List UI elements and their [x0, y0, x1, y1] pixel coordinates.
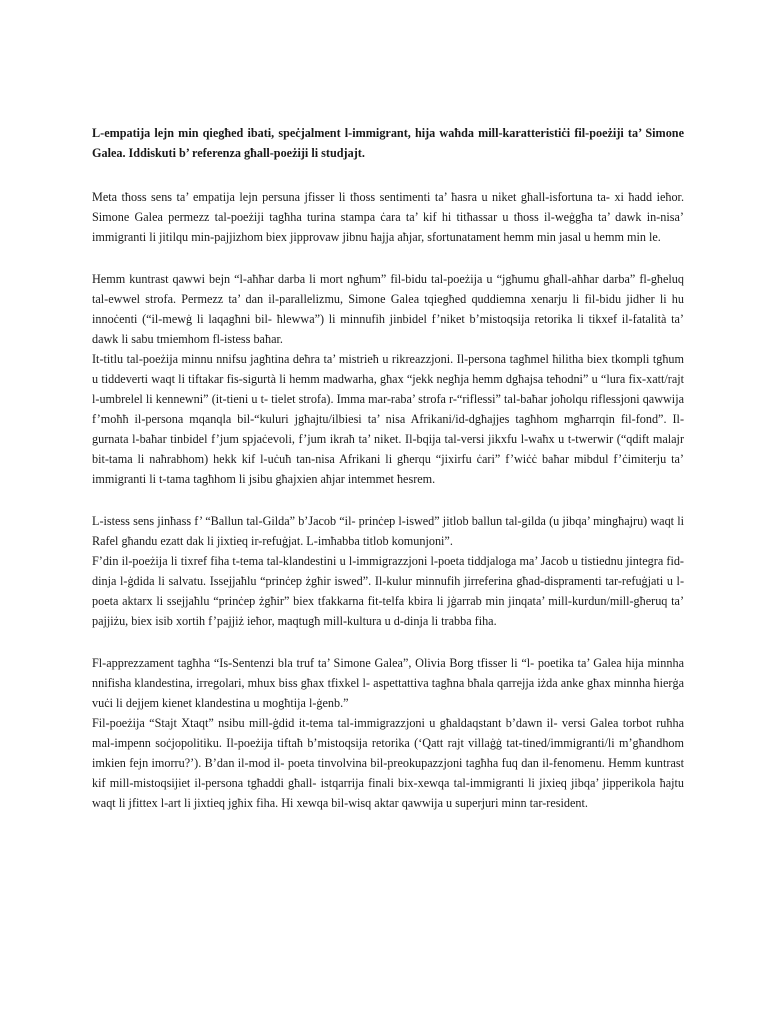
paragraph-title-analysis: It-titlu tal-poeżija minnu nnifsu jagħtina deħra ta’ mistrieħ u rikreazzjoni. Il-persona tagħmel ħilitha biex tkompli tgħum u tiddeverti waqt li tiftakar fis-sigurtà li hemm madwarha, għax “jekk negħja hemm dgħajsa teħodni” u “lura fix-xatt/rajt l-umbrelel li kennewni” (it-tieni u t- tielet strofa). Imma mar-raba’ strofa r-“riflessi” tal-baħar joħolqu riflessjoni qawwija f’moħħ il-persona mqanqla bil-“kuluri jgħajtu/ilbiesi ta’ nisa Afrikani/id-dgħajjes tagħhom mgħarrqin fil-fond”. Il-gurnata l-baħar tinbidel f’jum spjaċevoli, f’jum ikraħ ta’ niket. Il-bqija tal-versi jikxfu l-waħx u t-twerwir (“qdift malajr bit-tama li naħrabhom) hekk kif l-uċuħ tan-nisa Afrikani li għerqu “jixirfu ċari” f’wiċċ baħar mibdul f’ċimiterju ta’ immigranti li t-tama tagħhom li jsibu għajxien aħjar intemmet ħesrem. [92, 352, 684, 486]
paragraph-contrast: Hemm kuntrast qawwi bejn “l-aħħar darba li mort ngħum” fil-bidu tal-poeżija u “jgħumu għall-aħħar darba” fl-għeluq tal-ewwel strofa. Permezz ta’ dan il-parallelizmu, Simone Galea tqiegħed quddiemna xenarju li fil-bidu jidher li hu innoċenti (“il-mewġ li laqagħni bil- ħlewwa”) li minnufih jinbidel f’niket b’mistoqsija retorika li tikxef il-fatalità ta’ dawk li sabu tmiemhom fl-istess baħar. [92, 272, 684, 346]
paragraph-stajt-xtaqt: Fil-poeżija “Stajt Xtaqt” nsibu mill-ġdid it-tema tal-immigrazzjoni u għaldaqstant b’dawn il- versi Galea torbot ruħha mal-impenn soċjopolitiku. Il-poeżija tiftaħ b’mistoqsija retorika (‘Qatt rajt villaġġ tat-tined/immigranti/li m’għandhom imkien fejn imorru?’). B’dan il-mod il- poeta tinvolvina bil-preokupazzjoni tagħha fuq dan il-fenomenu. Hemm kuntrast kif mill-mistoqsijiet il-persona tgħaddi għall- istqarrija finali bix-xewqa tal-immigranti li jixieq jibqa’ jipperikola ħajtu waqt li jfittex l-art li jixtieq jgħix fiha. Hi xewqa bil-wisq aktar qawwija u superjuri minn tar-resident. [92, 716, 684, 810]
essay-question: L-empatija lejn min qiegħed ibati, speċjalment l-immigrant, hija waħda mill-karatteristiċi fil-poeżiji ta’ Simone Galea. Iddiskuti b’ referenza għall-poeżiji li studjajt. [92, 126, 684, 160]
paragraph-apprezzament: Fl-apprezzament tagħha “Is-Sentenzi bla truf ta’ Simone Galea”, Olivia Borg tfisser li “l- poetika ta’ Galea hija minnha nnifisha klandestina, irregolari, mhux biss għax tfixkel l- aspettattiva tagħna bħala qarrejja iżda anke għax minnha ħierġa vuċi li dejjem kienet klandestina u mogħtija l-ġenb.” [92, 656, 684, 710]
paragraph-ballun-tal-gilda: L-istess sens jinħass f’ “Ballun tal-Gilda” b’Jacob “il- prinċep l-iswed” jitlob ballun tal-gilda (u jibqa’ mingħajru) waqt li Rafel għandu ezatt dak li jixtieq ir-refuġjat. L-imħabba titlob komunjoni”. [92, 514, 684, 548]
document-page [92, 123, 684, 813]
paragraph-empathy-definition: Meta tħoss sens ta’ empatija lejn persuna jfisser li tħoss sentimenti ta’ ħasra u niket għall-isfortuna ta- xi ħadd ieħor. Simone Galea permezz tal-poeżiji tagħha turina stampa ċara ta’ kif hi titħassar u tħoss il-weġgħa ta’ dawk in-nisa’ immigranti li jitilqu min-pajjizhom biex jipprovaw jibnu ħajja aħjar, sfortunatament hemm min jasal u hemm min le. [92, 190, 684, 244]
paragraph-jacob: F’din il-poeżija li tixref fiha t-tema tal-klandestini u l-immigrazzjoni l-poeta tiddjaloga ma’ Jacob u tistiednu jintegra fid-dinja l-ġdida li salvatu. Issejjaħlu “prinċep żgħir iswed”. Il-kulur minnufih jirreferina għad-dispramenti tar-refuġjati u l-poeta aktarx li ssejjaħlu “prinċep żgħir” biex tfakkarna fit-telfa kbira li jġarrab min jinqata’ mill-kurdun/mill-għeruq ta’ pajjiżu, biex isib xortih f’pajjiż ieħor, maqtugħ mill-kultura u d-dinja li trabba fiha. [92, 554, 684, 628]
